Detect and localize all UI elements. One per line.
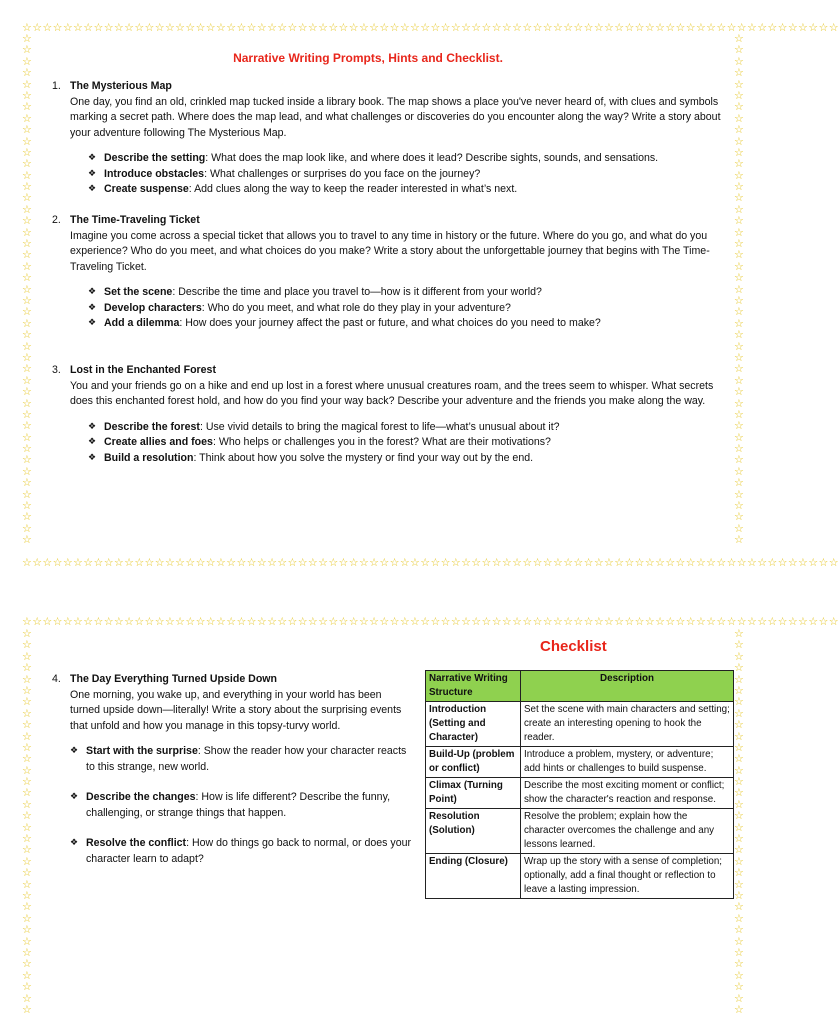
prompt-title: The Time-Traveling Ticket [70, 214, 200, 226]
star-icon: ☆ [734, 923, 744, 937]
star-icon: ☆ [734, 718, 744, 732]
star-icon: ☆ [734, 419, 744, 433]
hint-text: : Describe the time and place you travel to—how is it different from your world? [172, 286, 542, 298]
star-icon: ☆ [734, 661, 744, 675]
star-icon: ☆ [734, 866, 744, 880]
hint-item [88, 316, 732, 332]
star-icon: ☆ [22, 32, 32, 45]
hint-list [88, 285, 732, 332]
star-icon: ☆ [734, 464, 744, 478]
table-row [426, 778, 734, 809]
star-icon: ☆ [734, 683, 744, 697]
star-icon: ☆ [22, 672, 32, 686]
hint-label: Describe the changes [86, 791, 196, 803]
hint-list [70, 744, 414, 867]
star-border-bottom: ☆☆☆☆☆☆☆☆☆☆☆☆☆☆☆☆☆☆☆☆☆☆☆☆☆☆☆☆☆☆☆☆☆☆☆☆☆☆☆☆☆☆☆☆☆☆☆☆☆☆☆☆☆☆☆☆☆☆☆☆☆☆☆☆☆☆☆☆☆☆☆☆☆☆☆☆☆☆☆☆ [22, 556, 839, 569]
star-icon: ☆ [22, 464, 32, 478]
prompt-title: The Day Everything Turned Upside Down [70, 673, 277, 685]
star-icon: ☆ [22, 797, 32, 811]
star-icon: ☆ [22, 407, 32, 421]
star-icon: ☆ [22, 649, 32, 663]
hint-text: : Show the reader how your character reacts to this strange, new world. [86, 745, 407, 773]
hint-item [70, 790, 414, 821]
hint-item [88, 435, 732, 451]
star-icon: ☆ [734, 43, 744, 57]
star-icon: ☆ [734, 282, 744, 296]
star-icon: ☆ [734, 521, 744, 535]
star-icon: ☆ [22, 100, 32, 114]
star-icon: ☆ [734, 934, 744, 948]
star-icon: ☆ [22, 729, 32, 743]
hint-text: : Add clues along the way to keep the reader interested in what’s next. [188, 183, 518, 195]
star-icon: ☆ [22, 293, 32, 307]
prompt-4 [52, 672, 414, 882]
star-border-left [22, 628, 34, 1024]
hint-label: Add a dilemma [104, 317, 180, 329]
hint-text: : Who helps or challenges you in the forest? What are their motivations? [212, 436, 551, 448]
star-icon: ☆ [734, 752, 744, 766]
prompt-description: One morning, you wake up, and everything in your world has been turned upside down—literally! Write a story about the surprising events that unfold and how you manage in this topsy-turvy world. [70, 688, 402, 732]
star-icon: ☆ [734, 649, 744, 663]
star-icon: ☆ [734, 66, 744, 80]
star-icon: ☆ [734, 820, 744, 834]
star-icon: ☆ [22, 385, 32, 399]
star-icon: ☆ [734, 945, 744, 959]
star-icon: ☆ [734, 442, 744, 456]
star-icon: ☆ [22, 866, 32, 880]
star-icon: ☆ [22, 900, 32, 914]
star-icon: ☆ [22, 706, 32, 720]
stage-cell: Ending (Closure) [426, 854, 521, 899]
star-icon: ☆ [734, 157, 744, 171]
table-header-row [426, 671, 734, 702]
hint-list [88, 420, 732, 467]
star-border-top: ☆☆☆☆☆☆☆☆☆☆☆☆☆☆☆☆☆☆☆☆☆☆☆☆☆☆☆☆☆☆☆☆☆☆☆☆☆☆☆☆☆☆☆☆☆☆☆☆☆☆☆☆☆☆☆☆☆☆☆☆☆☆☆☆☆☆☆☆☆☆☆☆☆☆☆☆☆☆☆☆ [22, 615, 839, 628]
star-icon: ☆ [734, 786, 744, 800]
star-icon: ☆ [22, 923, 32, 937]
star-icon: ☆ [734, 877, 744, 891]
star-border-left [22, 33, 34, 557]
star-icon: ☆ [734, 991, 744, 1005]
prompt-description: Imagine you come across a special ticket that allows you to travel to any time in history or the future. Where do you go, and what do you experience? Who do you meet, and what choices do you make? Write a story about the unforgettable journey that begins with The Time-Traveling Ticket. [70, 229, 710, 273]
star-icon: ☆ [22, 533, 32, 547]
star-icon: ☆ [22, 305, 32, 319]
star-icon: ☆ [22, 339, 32, 353]
star-icon: ☆ [734, 202, 744, 216]
star-icon: ☆ [22, 854, 32, 868]
star-icon: ☆ [22, 487, 32, 501]
star-icon: ☆ [734, 77, 744, 91]
star-icon: ☆ [22, 54, 32, 68]
star-icon: ☆ [22, 271, 32, 285]
star-icon: ☆ [22, 718, 32, 732]
star-icon: ☆ [22, 214, 32, 228]
star-icon: ☆ [22, 627, 32, 640]
star-border-right [734, 33, 746, 557]
hint-text: : Use vivid details to bring the magical forest to life—what’s unusual about it? [199, 420, 560, 433]
hint-label: Resolve the conflict [86, 837, 187, 849]
star-icon: ☆ [734, 123, 744, 137]
star-icon: ☆ [734, 248, 744, 262]
star-icon: ☆ [22, 820, 32, 834]
star-icon: ☆ [22, 191, 32, 205]
star-icon: ☆ [22, 911, 32, 925]
hint-list [88, 151, 732, 198]
star-icon: ☆ [734, 100, 744, 114]
star-icon: ☆ [22, 991, 32, 1005]
star-icon: ☆ [734, 180, 744, 194]
hint-item [88, 151, 732, 167]
star-icon: ☆ [22, 763, 32, 777]
star-icon: ☆ [734, 888, 744, 902]
star-icon: ☆ [734, 729, 744, 743]
star-icon: ☆ [22, 225, 32, 239]
column-header-stage: Narrative Writing Structure [426, 671, 521, 702]
star-icon: ☆ [734, 854, 744, 868]
page-title: Narrative Writing Prompts, Hints and Checklist. [233, 51, 503, 65]
prompt-title: The Mysterious Map [70, 80, 172, 92]
star-icon: ☆ [22, 510, 32, 524]
worksheet-page-2 [0, 612, 839, 1024]
hint-item [88, 420, 732, 436]
star-icon: ☆ [22, 237, 32, 251]
star-icon: ☆ [734, 763, 744, 777]
hint-label: Start with the surprise [86, 745, 198, 757]
star-icon: ☆ [22, 661, 32, 675]
star-icon: ☆ [734, 350, 744, 364]
hint-text: : How do things go back to normal, or does your character learn to adapt? [86, 837, 412, 865]
star-icon: ☆ [734, 191, 744, 205]
hint-item [88, 182, 732, 198]
star-icon: ☆ [22, 373, 32, 387]
star-icon: ☆ [22, 683, 32, 697]
star-icon: ☆ [734, 672, 744, 686]
star-icon: ☆ [22, 740, 32, 754]
star-icon: ☆ [734, 88, 744, 102]
star-icon: ☆ [22, 316, 32, 330]
star-icon: ☆ [22, 934, 32, 948]
star-icon: ☆ [22, 499, 32, 513]
checklist-table [425, 670, 734, 899]
prompt-title: Lost in the Enchanted Forest [70, 364, 216, 376]
star-icon: ☆ [734, 706, 744, 720]
star-icon: ☆ [22, 282, 32, 296]
star-icon: ☆ [22, 521, 32, 535]
star-icon: ☆ [734, 305, 744, 319]
table-row [426, 702, 734, 747]
star-icon: ☆ [734, 476, 744, 490]
star-icon: ☆ [22, 66, 32, 80]
description-cell: Wrap up the story with a sense of completion; optionally, add a final thought or reflection to leave a lasting impression. [521, 854, 734, 899]
prompt-number: 1. [52, 80, 61, 92]
table-row [426, 747, 734, 778]
star-icon: ☆ [734, 775, 744, 789]
star-icon: ☆ [734, 487, 744, 501]
star-icon: ☆ [22, 968, 32, 982]
column-header-description: Description [521, 671, 734, 702]
prompt-number: 3. [52, 364, 61, 376]
description-cell: Introduce a problem, mystery, or adventure; add hints or challenges to build suspense. [521, 747, 734, 778]
star-icon: ☆ [22, 888, 32, 902]
hint-label: Create allies and foes [104, 436, 213, 448]
star-icon: ☆ [734, 797, 744, 811]
star-icon: ☆ [22, 476, 32, 490]
hint-text: : What does the map look like, and where does it lead? Describe sights, sounds, and sensations. [205, 152, 659, 164]
hint-item [88, 301, 732, 317]
hint-label: Develop characters [104, 301, 202, 314]
hint-text: : How is life different? Describe the funny, challenging, or strange things that happen. [86, 791, 391, 819]
checklist-title: Checklist [540, 638, 607, 655]
star-icon: ☆ [734, 385, 744, 399]
hint-label: Describe the forest [104, 420, 200, 433]
star-icon: ☆ [22, 77, 32, 91]
star-icon: ☆ [734, 32, 744, 45]
table-row [426, 854, 734, 899]
hint-label: Set the scene [104, 286, 173, 298]
star-icon: ☆ [734, 533, 744, 547]
star-icon: ☆ [22, 157, 32, 171]
star-icon: ☆ [22, 328, 32, 342]
star-icon: ☆ [734, 1002, 744, 1016]
star-icon: ☆ [22, 362, 32, 376]
star-icon: ☆ [734, 843, 744, 857]
star-icon: ☆ [22, 695, 32, 709]
stage-cell: Introduction (Setting and Character) [426, 702, 521, 747]
hint-item [88, 285, 732, 301]
stage-cell: Build-Up (problem or conflict) [426, 747, 521, 778]
star-icon: ☆ [734, 430, 744, 444]
star-icon: ☆ [22, 145, 32, 159]
star-icon: ☆ [22, 259, 32, 273]
star-icon: ☆ [22, 134, 32, 148]
star-icon: ☆ [22, 453, 32, 467]
star-icon: ☆ [22, 809, 32, 823]
prompt-3 [52, 363, 732, 466]
prompt-description: One day, you find an old, crinkled map tucked inside a library book. The map shows a place you've never heard of, with clues and symbols marking a secret path. Where does the map lead, and what challenges or discoveries do you encounter along the way? Write a story about your adventure following The Mysterious Map. [70, 95, 721, 139]
star-icon: ☆ [734, 968, 744, 982]
star-border-top: ☆☆☆☆☆☆☆☆☆☆☆☆☆☆☆☆☆☆☆☆☆☆☆☆☆☆☆☆☆☆☆☆☆☆☆☆☆☆☆☆☆☆☆☆☆☆☆☆☆☆☆☆☆☆☆☆☆☆☆☆☆☆☆☆☆☆☆☆☆☆☆☆☆☆☆☆☆☆☆☆ [22, 21, 839, 34]
hint-item [88, 167, 732, 183]
star-icon: ☆ [734, 900, 744, 914]
stage-cell: Climax (Turning Point) [426, 778, 521, 809]
star-icon: ☆ [22, 945, 32, 959]
star-icon: ☆ [734, 980, 744, 994]
star-icon: ☆ [22, 752, 32, 766]
star-icon: ☆ [22, 168, 32, 182]
star-icon: ☆ [22, 638, 32, 652]
star-icon: ☆ [734, 271, 744, 285]
stage-cell: Resolution (Solution) [426, 809, 521, 854]
star-icon: ☆ [734, 237, 744, 251]
table-row [426, 809, 734, 854]
star-icon: ☆ [734, 740, 744, 754]
star-icon: ☆ [22, 957, 32, 971]
description-cell: Describe the most exciting moment or conflict; show the character's reaction and response. [521, 778, 734, 809]
hint-label: Create suspense [104, 183, 189, 195]
star-icon: ☆ [22, 123, 32, 137]
star-icon: ☆ [22, 430, 32, 444]
star-icon: ☆ [734, 407, 744, 421]
star-icon: ☆ [734, 145, 744, 159]
star-icon: ☆ [22, 832, 32, 846]
star-icon: ☆ [22, 442, 32, 456]
star-icon: ☆ [734, 373, 744, 387]
star-icon: ☆ [734, 499, 744, 513]
hint-item [70, 836, 414, 867]
star-icon: ☆ [734, 396, 744, 410]
star-icon: ☆ [22, 350, 32, 364]
star-icon: ☆ [22, 419, 32, 433]
prompt-2 [52, 213, 732, 332]
star-icon: ☆ [22, 877, 32, 891]
star-icon: ☆ [734, 339, 744, 353]
prompt-1 [52, 79, 732, 198]
star-icon: ☆ [22, 396, 32, 410]
star-icon: ☆ [734, 695, 744, 709]
prompt-description: You and your friends go on a hike and end up lost in a forest where unusual creatures roam, and the trees seem to whisper. What secrets does this enchanted forest hold, and how do you find your way back? Describe your adventure and the friends you make along the way. [70, 379, 714, 407]
prompt-number: 2. [52, 214, 61, 226]
star-icon: ☆ [734, 832, 744, 846]
star-icon: ☆ [22, 786, 32, 800]
star-border-right [734, 628, 746, 1024]
star-icon: ☆ [734, 214, 744, 228]
hint-label: Build a resolution [104, 451, 194, 464]
hint-text: : Who do you meet, and what role do they play in your adventure? [201, 301, 511, 314]
star-icon: ☆ [22, 1002, 32, 1016]
star-icon: ☆ [734, 111, 744, 125]
star-icon: ☆ [734, 54, 744, 68]
star-icon: ☆ [22, 111, 32, 125]
star-icon: ☆ [22, 180, 32, 194]
star-icon: ☆ [734, 510, 744, 524]
hint-text: : How does your journey affect the past or future, and what choices do you need to make? [179, 317, 601, 329]
star-icon: ☆ [22, 843, 32, 857]
star-icon: ☆ [22, 775, 32, 789]
hint-item [70, 744, 414, 775]
hint-text: : What challenges or surprises do you face on the journey? [204, 167, 481, 180]
star-icon: ☆ [734, 316, 744, 330]
star-icon: ☆ [734, 638, 744, 652]
description-cell: Set the scene with main characters and setting; create an interesting opening to hook the reader. [521, 702, 734, 747]
star-icon: ☆ [734, 627, 744, 640]
star-icon: ☆ [734, 328, 744, 342]
hint-label: Describe the setting [104, 152, 206, 164]
star-icon: ☆ [734, 293, 744, 307]
star-icon: ☆ [734, 259, 744, 273]
star-icon: ☆ [22, 202, 32, 216]
star-icon: ☆ [734, 225, 744, 239]
hint-item [88, 451, 732, 467]
description-cell: Resolve the problem; explain how the character overcomes the challenge and any lessons learned. [521, 809, 734, 854]
star-icon: ☆ [734, 134, 744, 148]
star-icon: ☆ [734, 362, 744, 376]
star-icon: ☆ [734, 957, 744, 971]
star-icon: ☆ [22, 248, 32, 262]
star-icon: ☆ [22, 43, 32, 57]
hint-label: Introduce obstacles [104, 167, 205, 180]
star-icon: ☆ [22, 88, 32, 102]
star-icon: ☆ [734, 453, 744, 467]
star-icon: ☆ [734, 911, 744, 925]
prompt-number: 4. [52, 673, 61, 685]
star-icon: ☆ [734, 168, 744, 182]
star-icon: ☆ [734, 809, 744, 823]
star-icon: ☆ [22, 980, 32, 994]
hint-text: : Think about how you solve the mystery or find your way out by the end. [193, 451, 534, 464]
